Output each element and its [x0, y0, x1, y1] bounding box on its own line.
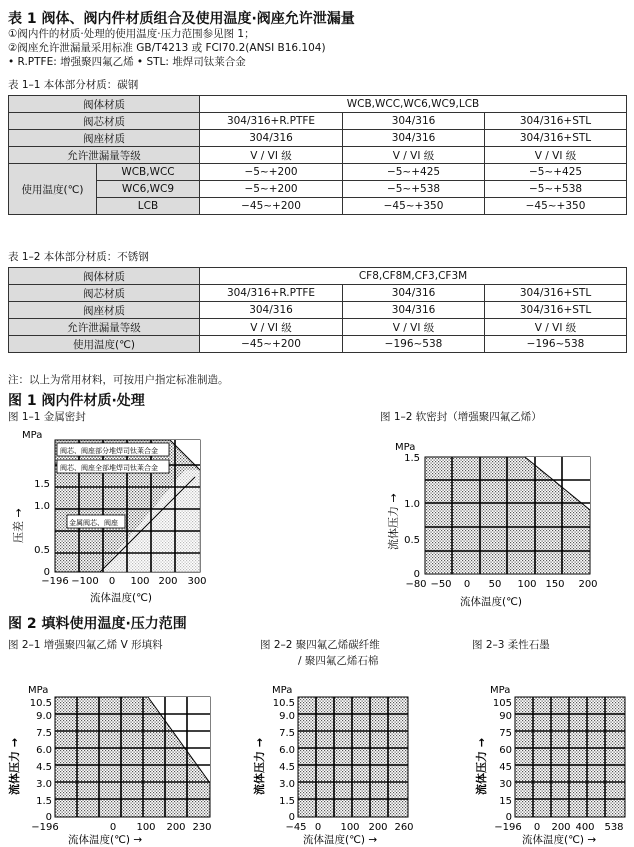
cell: V / VI 级 — [485, 147, 627, 164]
y-axis-label: 流体压力 → — [253, 737, 266, 795]
ytick: 10.5 — [272, 698, 295, 709]
chart-2-2 — [252, 685, 414, 845]
chart-2-3 — [474, 685, 625, 845]
ytick: 7.5 — [279, 728, 295, 739]
xtick: 0 — [463, 579, 471, 590]
ytick: 45 — [499, 762, 512, 773]
ytick: 90 — [499, 711, 512, 722]
cell: −45~+200 — [200, 198, 343, 215]
xtick: 230 — [192, 822, 212, 833]
figure2-2-caption-line2: / 聚四氟乙烯石棉 — [298, 655, 379, 667]
table1-caption: 表 1–1 本体部分材质：碳钢 — [8, 79, 139, 91]
y-axis-label: 流体压力 → — [8, 737, 21, 795]
ytick: 75 — [499, 728, 512, 739]
note-line-2: ②阀座允许泄漏量采用标准 GB/T4213 或 FCI70.2(ANSI B16.104) — [8, 42, 326, 54]
table2-caption: 表 1–2 本体部分材质：不锈钢 — [8, 251, 149, 263]
temp-mat: WC6,WC9 — [97, 181, 200, 198]
note-line-3: • R.PTFE: 增强聚四氟乙烯 • STL: 堆焊司钛莱合金 — [8, 56, 246, 68]
value-body: WCB,WCC,WC6,WC9,LCB — [200, 96, 627, 113]
xtick: 100 — [340, 822, 360, 833]
label-leak: 允许泄漏量等级 — [9, 147, 200, 164]
xtick: 400 — [575, 822, 595, 833]
unit-label: MPa — [28, 685, 49, 696]
ytick: 9.0 — [36, 711, 52, 722]
label-core: 阀芯材质 — [9, 285, 200, 302]
ytick: 1.5 — [279, 796, 295, 807]
figure1-1-caption: 图 1–1 金属密封 — [8, 411, 86, 423]
xtick: −100 — [71, 576, 99, 587]
cell: 304/316+STL — [485, 302, 627, 319]
ytick: 9.0 — [279, 711, 295, 722]
xtick: 300 — [187, 576, 207, 587]
x-axis-label: 流体温度(℃) → — [522, 834, 597, 845]
xtick: 200 — [578, 579, 598, 590]
unit-label: MPa — [490, 685, 511, 696]
cell: −5~+538 — [343, 181, 485, 198]
value-body: CF8,CF8M,CF3,CF3M — [200, 268, 627, 285]
footnote: 注：以上为常用材料，可按用户指定标准制造。 — [8, 374, 229, 386]
ytick: 7.5 — [36, 728, 52, 739]
label-seat: 阀座材质 — [9, 130, 200, 147]
figure1-2-caption: 图 1–2 软密封（增强聚四氟乙烯） — [380, 411, 542, 423]
ytick: 0 — [505, 812, 512, 823]
temp-mat: LCB — [97, 198, 200, 215]
ytick: 10.5 — [29, 698, 52, 709]
cell: −5~+425 — [485, 164, 627, 181]
xtick: 50 — [488, 579, 502, 590]
ytick: 1.0 — [404, 499, 420, 510]
ytick: 60 — [499, 745, 512, 756]
ytick: 0 — [413, 569, 420, 580]
xtick: −196 — [494, 822, 522, 833]
xtick: 538 — [604, 822, 624, 833]
cell: 304/316+STL — [485, 130, 627, 147]
figure2-2-caption: 图 2–2 聚四氟乙烯碳纤维 — [260, 639, 380, 651]
cell: −45~+350 — [485, 198, 627, 215]
xtick: 100 — [130, 576, 150, 587]
cell: V / VI 级 — [343, 319, 485, 336]
table-stainless-steel — [8, 267, 627, 353]
ytick: 0.5 — [404, 535, 420, 546]
xtick: −196 — [41, 576, 69, 587]
xtick: 0 — [109, 822, 117, 833]
ytick: 1.5 — [34, 479, 50, 490]
ytick: 6.0 — [36, 745, 52, 756]
cell: V / VI 级 — [485, 319, 627, 336]
cell: 304/316+STL — [485, 285, 627, 302]
chart-1-2 — [386, 442, 598, 608]
ytick: 30 — [499, 779, 512, 790]
ytick: 4.5 — [279, 762, 295, 773]
figure2-charts — [0, 675, 634, 845]
ytick: 0 — [45, 812, 52, 823]
xtick: 0 — [108, 576, 116, 587]
cell: −5~+538 — [485, 181, 627, 198]
ytick: 3.0 — [36, 779, 52, 790]
label-seat: 阀座材质 — [9, 302, 200, 319]
ytick: 6.0 — [279, 745, 295, 756]
cell: V / VI 级 — [200, 319, 343, 336]
x-axis-label: 流体温度(℃) → — [68, 834, 143, 845]
cell: −196~538 — [485, 336, 627, 353]
cell: 304/316 — [343, 285, 485, 302]
xtick: −80 — [405, 579, 427, 590]
cell: −5~+200 — [200, 181, 343, 198]
ytick: 4.5 — [36, 762, 52, 773]
unit-label: MPa — [22, 430, 43, 441]
unit-label: MPa — [395, 442, 416, 453]
figure1-title: 图 1 阀内件材质·处理 — [8, 393, 145, 409]
cell: −5~+200 — [200, 164, 343, 181]
x-axis-label: 流体温度(℃) — [460, 596, 522, 608]
xtick: −45 — [285, 822, 307, 833]
label-body: 阀体材质 — [9, 268, 200, 285]
ytick: 1.5 — [36, 796, 52, 807]
legend-label-1: 阀芯、阀座部分堆焊司钛莱合金 — [60, 447, 158, 455]
y-axis-label: 流体压力 → — [387, 493, 400, 550]
xtick: 200 — [551, 822, 571, 833]
figure2-3-caption: 图 2–3 柔性石墨 — [472, 639, 550, 651]
figure2-title: 图 2 填料使用温度·压力范围 — [8, 616, 187, 632]
legend-label-2: 阀芯、阀座全部堆焊司钛莱合金 — [60, 464, 158, 472]
cell: 304/316 — [343, 130, 485, 147]
xtick: −50 — [430, 579, 452, 590]
unit-label: MPa — [272, 685, 293, 696]
ytick: 15 — [499, 796, 512, 807]
xtick: 200 — [166, 822, 186, 833]
xtick: 0 — [533, 822, 541, 833]
ytick: 0 — [288, 812, 295, 823]
label-core: 阀芯材质 — [9, 113, 200, 130]
x-axis-label: 流体温度(℃) — [90, 592, 152, 604]
label-body: 阀体材质 — [9, 96, 200, 113]
cell: 304/316+STL — [485, 113, 627, 130]
cell: −5~+425 — [343, 164, 485, 181]
figure1-charts — [0, 425, 634, 610]
chart-2-1 — [7, 685, 212, 845]
cell: 304/316 — [343, 302, 485, 319]
chart-1-1 — [11, 430, 207, 604]
cell: 304/316 — [200, 302, 343, 319]
temp-mat: WCB,WCC — [97, 164, 200, 181]
figure2-1-caption: 图 2–1 增强聚四氟乙烯 V 形填料 — [8, 639, 163, 651]
ytick: 3.0 — [279, 779, 295, 790]
legend-label-3: 金属阀芯、阀座 — [69, 519, 118, 527]
cell: −196~538 — [343, 336, 485, 353]
section-title-1: 表 1 阀体、阀内件材质组合及使用温度·阀座允许泄漏量 — [8, 11, 355, 27]
xtick: 0 — [314, 822, 322, 833]
ytick: 105 — [492, 698, 512, 709]
ytick: 0 — [43, 567, 50, 578]
label-temp: 使用温度(℃) — [9, 336, 200, 353]
ytick: 0.5 — [34, 545, 50, 556]
cell: 304/316 — [343, 113, 485, 130]
cell: 304/316+R.PTFE — [200, 285, 343, 302]
label-leak: 允许泄漏量等级 — [9, 319, 200, 336]
ytick: 1.0 — [34, 501, 50, 512]
y-axis-label: 压差 → — [12, 508, 25, 543]
xtick: 100 — [136, 822, 156, 833]
xtick: 200 — [158, 576, 178, 587]
ytick: 1.5 — [404, 453, 420, 464]
table-carbon-steel — [8, 95, 627, 215]
x-axis-label: 流体温度(℃) → — [303, 834, 378, 845]
cell: −45~+200 — [200, 336, 343, 353]
cell: V / VI 级 — [343, 147, 485, 164]
xtick: 150 — [545, 579, 565, 590]
y-axis-label: 流体压力 → — [475, 737, 488, 795]
xtick: 260 — [394, 822, 414, 833]
xtick: 100 — [517, 579, 537, 590]
cell: 304/316+R.PTFE — [200, 113, 343, 130]
note-line-1: ①阀内件的材质·处理的使用温度·压力范围参见图 1； — [8, 28, 255, 40]
cell: −45~+350 — [343, 198, 485, 215]
xtick: −196 — [31, 822, 59, 833]
cell: V / VI 级 — [200, 147, 343, 164]
label-temp: 使用温度(℃) — [9, 164, 97, 215]
cell: 304/316 — [200, 130, 343, 147]
xtick: 200 — [368, 822, 388, 833]
